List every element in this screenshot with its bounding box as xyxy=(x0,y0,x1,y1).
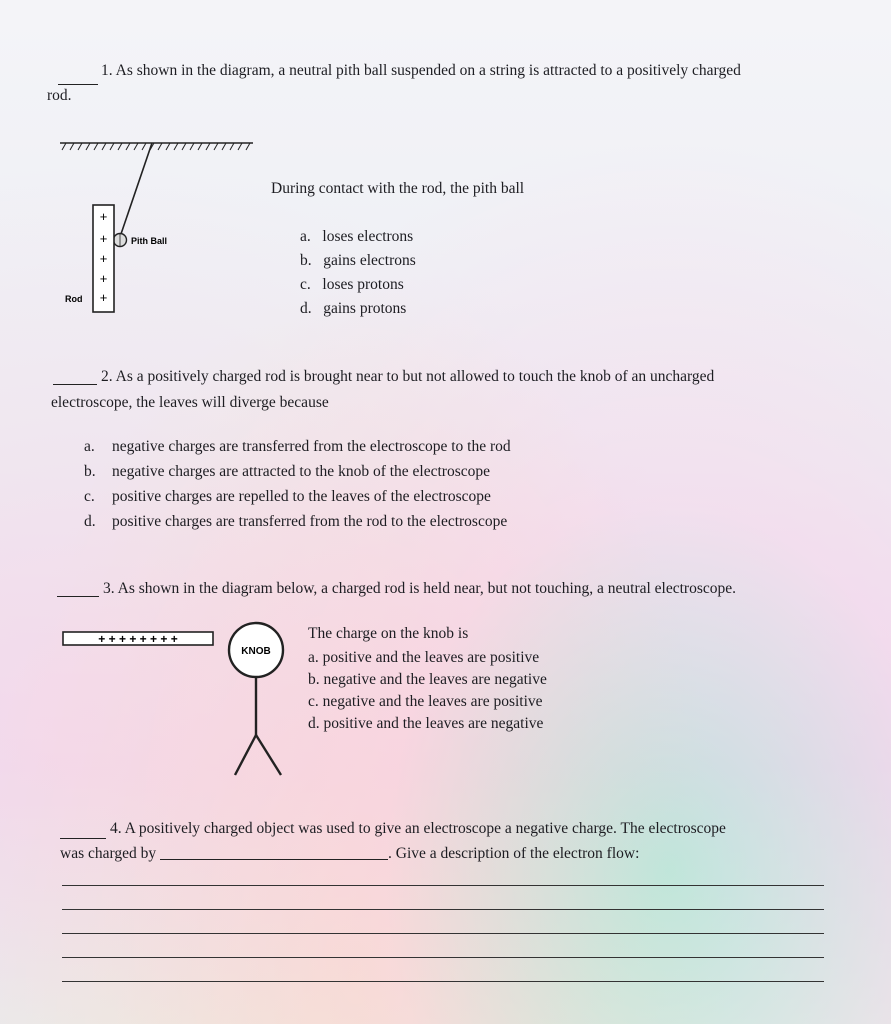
q3-option-d[interactable]: d. positive and the leaves are negative xyxy=(308,715,544,732)
q1-prompt: During contact with the rod, the pith ball xyxy=(271,180,525,197)
q2-option-c[interactable]: c. positive charges are repelled to the leaves of the electroscope xyxy=(84,488,491,505)
q3-stem xyxy=(103,580,736,598)
q2-option-d[interactable]: d. positive charges are transferred from the rod to the electroscope xyxy=(84,513,508,530)
q1-option-d[interactable]: d. gains protons xyxy=(300,300,407,317)
q4-text: A positively charged object was used to give an electroscope a negative charge. The electroscope xyxy=(124,820,726,837)
q3-rod-charges: + + + + + + + + xyxy=(98,632,178,646)
rod-charge: + xyxy=(99,251,108,266)
rod-label: Rod xyxy=(65,294,83,304)
q2-number: 2. xyxy=(101,368,113,385)
ceiling-hatch xyxy=(62,143,250,150)
q4-stem xyxy=(110,820,726,838)
q2-answer-blank[interactable] xyxy=(53,368,97,385)
q2-option-a[interactable]: a. negative charges are transferred from the electroscope to the rod xyxy=(84,438,511,455)
q1-text: As shown in the diagram, a neutral pith ball suspended on a string is attracted to a positively charged xyxy=(115,62,741,79)
q4-text-cont-a: was charged by xyxy=(60,845,157,862)
rod-charge: + xyxy=(99,209,108,224)
answer-line[interactable] xyxy=(62,885,824,886)
q4-stem-cont xyxy=(60,845,639,863)
q3-number: 3. xyxy=(103,580,115,597)
rod-charge: + xyxy=(99,271,108,286)
rod-charge: + xyxy=(99,231,108,246)
q4-answer-blank[interactable] xyxy=(60,822,106,839)
knob-label: KNOB xyxy=(241,646,271,657)
q1-number: 1. xyxy=(101,62,113,79)
pith-string xyxy=(121,143,152,234)
q3-prompt: The charge on the knob is xyxy=(308,625,469,642)
q1-option-a[interactable]: a. loses electrons xyxy=(300,228,414,245)
q1-stem-cont: rod. xyxy=(47,87,72,104)
q2-stem-cont: electroscope, the leaves will diverge because xyxy=(51,394,329,411)
q2-text: As a positively charged rod is brought near to but not allowed to touch the knob of an uncharged xyxy=(115,368,715,385)
q1-option-c[interactable]: c. loses protons xyxy=(300,276,404,293)
q3-answer-blank[interactable] xyxy=(57,580,99,597)
answer-line[interactable] xyxy=(62,909,824,910)
q3-option-b[interactable]: b. negative and the leaves are negative xyxy=(308,671,547,688)
rod-charge: + xyxy=(99,290,108,305)
q4-number: 4. xyxy=(110,820,122,837)
q3-option-a[interactable]: a. positive and the leaves are positive xyxy=(308,649,540,666)
pith-ball-label: Pith Ball xyxy=(131,236,168,246)
q4-charged-by-blank[interactable] xyxy=(160,845,388,860)
q4-text-cont-b: . Give a description of the electron flow: xyxy=(388,845,640,862)
answer-line[interactable] xyxy=(62,933,824,934)
q3-option-c[interactable]: c. negative and the leaves are positive xyxy=(308,693,543,710)
q2-option-b[interactable]: b. negative charges are attracted to the knob of the electroscope xyxy=(84,463,490,480)
q1-option-b[interactable]: b. gains electrons xyxy=(300,252,416,269)
electroscope-leaf-right xyxy=(256,735,281,775)
q2-stem xyxy=(101,368,714,386)
answer-line[interactable] xyxy=(62,957,824,958)
electroscope-leaf-left xyxy=(235,735,256,775)
answer-line[interactable] xyxy=(62,981,824,982)
q3-text: As shown in the diagram below, a charged rod is held near, but not touching, a neutral electroscope. xyxy=(117,580,736,597)
